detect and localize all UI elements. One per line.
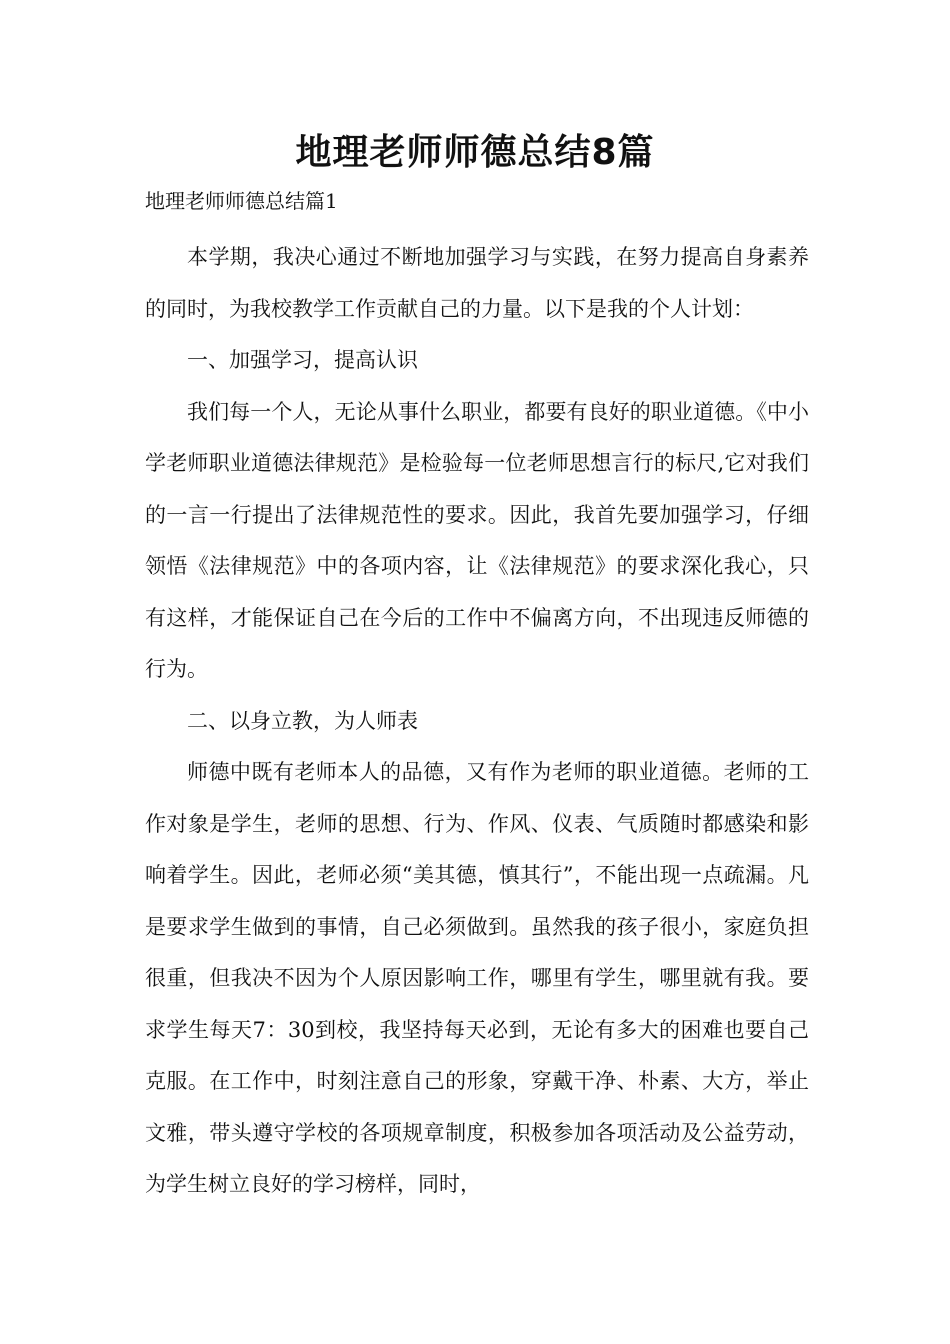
document-title: 地理老师师德总结8篇 — [295, 132, 655, 173]
document-body — [145, 232, 809, 1211]
paragraph-intro: 本学期，我决心通过不断地加强学习与实践，在努力提高自身素养的同时，为我校教学工作贡献自己的力量。以下是我的个人计划： — [145, 245, 809, 321]
paragraph-heading-1: 一、加强学习，提高认识 — [187, 348, 418, 372]
paragraph-heading-2: 二、以身立教，为人师表 — [187, 708, 418, 733]
paragraph-study: 我们每一个人，无论从事什么职业，都要有良好的职业道德。《中小学老师职业道德法律规范》是检验每一位老师思想言行的标尺,它对我们的一言一行提出了法律规范性的要求。因此，我首先要加强学习，仔细领悟《法律规范》中的各项内容，让《法律规范》的要求深化我心，只有这样，才能保证自己在今后的工作中不偏离方向，不出现违反师德的行为。 — [145, 399, 809, 681]
section-heading: 地理老师师德总结篇1 — [145, 189, 338, 213]
paragraph-example: 师德中既有老师本人的品德，又有作为老师的职业道德。老师的工作对象是学生，老师的思想、行为、作风、仪表、气质随时都感染和影响着学生。因此，老师必须“美其德，慎其行”，不能出现一点疏漏。凡是要求学生做到的事情，自己必须做到。虽然我的孩子很小，家庭负担很重，但我决不因为个人原因影响工作，哪里有学生，哪里就有我。要求学生每天7：30到校，我坚持每天必到，无论有多大的困难也要自己克服。在工作中，时刻注意自己的形象，穿戴干净、朴素、大方，举止文雅，带头遵守学校的各项规章制度，积极参加各项活动及公益劳动，为学生树立良好的学习榜样，同时， — [145, 760, 809, 1196]
